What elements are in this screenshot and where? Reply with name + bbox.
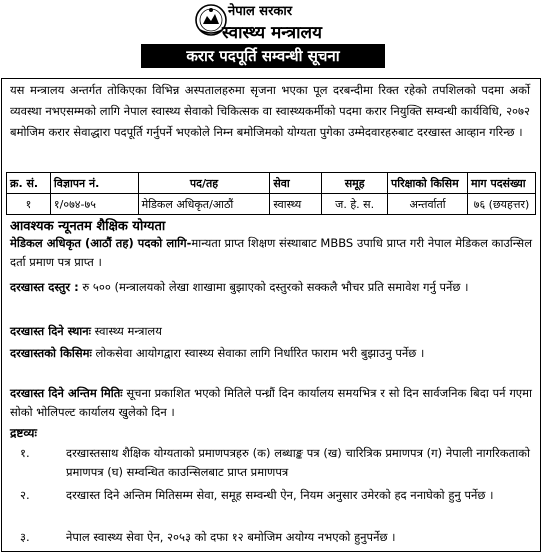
place-label: दरखास्त दिने स्थानः <box>10 324 91 338</box>
vacancy-table <box>6 172 536 215</box>
note-number: २. <box>20 488 30 502</box>
cell-ad-number: १/०७४-७५ <box>50 194 138 215</box>
medical-label: मेडिकल अधिकृत (आठौं तह) पदको लागि- <box>10 236 192 250</box>
medical-text: मान्यता प्राप्त शिक्षण संस्थाबाट MBBS उपाधि प्राप्त गरी नेपाल मेडिकल काउन्सिल दर्ता प्रमाण पत्र प्राप्त । <box>10 236 532 269</box>
note-item <box>20 444 530 482</box>
note-text: दरखास्त दिने अन्तिम मितिसम्म सेवा, समूह सम्वन्धी ऐन, नियम अनुसार उमेरको हद ननाघेको हुनु पर्नेछ । <box>66 488 494 502</box>
application-type <box>10 344 532 363</box>
notice-title: करार पदपूर्ति सम्वन्धी सूचना <box>141 44 385 68</box>
note-number: ३. <box>20 530 30 544</box>
fee-text: रु ५०० (मन्त्रालयको लेखा शाखामा बुझाएको दस्तुरको सक्कलै भौचर प्रति समावेश गर्नु पर्नेछ । <box>82 280 469 294</box>
col-header-post: पद/तह <box>138 173 270 194</box>
type-label: दरखास्तको किसिमः <box>10 346 92 360</box>
note-text: नेपाल स्वास्थ्य सेवा ऐन, २०५३ को दफा १२ बमोजिम अयोग्य नभएको हुनुपर्नेछ । <box>66 530 396 544</box>
application-place <box>10 322 532 341</box>
deadline-label: दरखास्त दिने अन्तिम मितिः <box>10 386 123 400</box>
note-item <box>20 486 530 524</box>
cell-posts: ७६ (छयहत्तर) <box>468 194 536 215</box>
col-header-posts: माग पदसंख्या <box>468 173 536 194</box>
qualification-heading: आवश्यक न्यूनतम शैक्षिक योग्यता <box>10 219 166 234</box>
col-header-ad-number: विज्ञापन नं. <box>50 173 138 194</box>
type-text: लोकसेवा आयोगद्वारा स्वास्थ्य सेवाका लागि निर्धारित फाराम भरी बुझाउनु पर्नेछ । <box>95 346 425 360</box>
note-number: १. <box>20 446 30 460</box>
application-deadline <box>10 384 532 422</box>
notes-heading: द्रष्टव्यः <box>10 426 37 440</box>
cell-group: ज. हे. स. <box>322 194 388 215</box>
cell-serial: १ <box>7 194 51 215</box>
intro-paragraph: यस मन्त्रालय अन्तर्गत तोकिएका विभिन्न अस्पतालहरुमा सृजना भएका पूल दरबन्दीमा रिक्त रहेको तपशिलको पदमा अर्को व्यवस्था नभएसम्मको लागि नेपाल स्वास्थ्य सेवाको चिकित्सक वा स्वास्थ्यकर्मीको पदमा करार नियुक्ति सम्वन्धी कार्यविधि, २०७२ बमोजिम करार सेवाद्धारा पदपूर्ति गर्नुपर्ने भएकोले निम्न बमोजिमको योग्यता पुगेका उम्मेदवारहरुबाट दरखास्त आव्हान गरिन्छ । <box>10 83 530 139</box>
deadline-text: सूचना प्रकाशित भएको मितिले पन्ध्रौं दिन कार्यालय समयभित्र र सो दिन सार्वजनिक बिदा पर्न गएमा सोको भोलिपल्ट कार्यालय खुलेको दिन । <box>10 386 533 419</box>
cell-post: मेडिकल अधिकृत/आठौं <box>138 194 270 215</box>
government-name: नेपाल सरकार <box>228 4 293 19</box>
note-text: दरखास्तसाथ शैक्षिक योग्यताको प्रमाणपत्रहरु (क) लब्धाङ्क पत्र (ख) चारित्रिक प्रमाणपत्र (ग) नेपाली नागरिकताको प्रमाणपत्र (घ) सम्वन्धित काउन्सिलबाट प्राप्त प्रमाणपत्र <box>66 446 530 479</box>
col-header-group: समूह <box>322 173 388 194</box>
col-header-exam-type: परिक्षाको किसिम <box>388 173 468 194</box>
table-header-row <box>7 173 536 194</box>
application-fee <box>10 278 532 297</box>
col-header-serial: क्र. सं. <box>7 173 51 194</box>
note-item <box>20 528 530 548</box>
place-text: स्वास्थ्य मन्त्रालय <box>94 324 162 338</box>
cell-exam-type: अन्तर्वार्ता <box>388 194 468 215</box>
cell-service: स्वास्थ्य <box>270 194 322 215</box>
ministry-name: स्वास्थ्य मन्त्रालय <box>222 23 322 43</box>
table-row <box>7 194 536 215</box>
fee-label: दरखास्त दस्तुर : <box>10 280 79 294</box>
medical-qualification <box>10 234 532 272</box>
col-header-service: सेवा <box>270 173 322 194</box>
